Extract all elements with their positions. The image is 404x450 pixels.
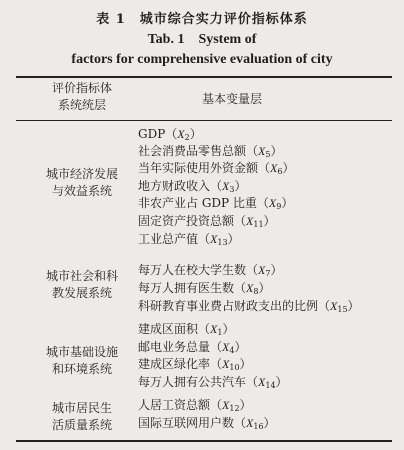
- variable-name: 邮电业务总量（: [138, 340, 223, 354]
- variable-close-paren: ）: [281, 196, 294, 210]
- variable-name: 建成区绿化率（: [138, 357, 223, 371]
- variable-subscript: 16: [253, 422, 264, 431]
- variable-close-paren: ）: [263, 416, 276, 430]
- variable-name: 地方财政收入（: [138, 179, 223, 193]
- variable-symbol: X: [222, 179, 230, 193]
- header-indicator-layer: [26, 80, 138, 114]
- variable-name: 固定资产投资总额（: [138, 214, 247, 228]
- variable-subscript: 1: [217, 328, 223, 337]
- variable-name: 工业总产值（: [138, 232, 211, 246]
- group-label: [26, 268, 138, 302]
- group-label-line: 城市经济发展: [45, 167, 118, 181]
- variable-subscript: 8: [253, 287, 259, 296]
- variable-subscript: 14: [265, 381, 276, 390]
- variable-subscript: 10: [229, 363, 240, 372]
- variable-item: [138, 160, 294, 180]
- variable-close-paren: ）: [282, 161, 295, 175]
- table-caption-en-line1: Tab. 1 System of: [147, 32, 257, 47]
- group-label-line: 城市社会和科: [45, 269, 118, 283]
- group-label-line: 城市基础设施: [45, 345, 118, 359]
- variable-item: [138, 356, 252, 376]
- table-caption-en-line2: factors for comprehensive evaluation of city: [71, 52, 333, 67]
- header-left-line1: 评价指标体: [51, 81, 112, 95]
- variable-close-paren: ）: [239, 398, 252, 412]
- variable-symbol: X: [210, 232, 218, 246]
- variable-symbol: X: [210, 322, 218, 336]
- variable-name: 社会消费品零售总额（: [138, 144, 259, 158]
- table-header-rule: [16, 120, 392, 121]
- variable-close-paren: ）: [222, 322, 235, 336]
- variable-close-paren: ）: [347, 299, 360, 313]
- variable-name: 非农产业占 GDP 比重（: [138, 196, 269, 210]
- variable-symbol: X: [270, 161, 278, 175]
- table-number: 表 1: [96, 12, 126, 27]
- table-bottom-rule: [16, 440, 392, 442]
- variable-symbol: X: [258, 263, 266, 277]
- variable-close-paren: ）: [227, 232, 240, 246]
- variable-symbol: X: [258, 144, 266, 158]
- variable-item: [138, 374, 288, 394]
- group-label: [26, 344, 138, 378]
- group-label-line: 活质量系统: [51, 418, 112, 432]
- variable-subscript: 6: [277, 167, 283, 176]
- variable-item: [138, 213, 276, 233]
- variable-name: 科研教育事业费占财政支出的比例（: [138, 299, 331, 313]
- variable-item: [138, 195, 293, 215]
- variable-symbol: X: [222, 340, 230, 354]
- variable-name: 建成区面积（: [138, 322, 211, 336]
- variable-symbol: X: [258, 375, 266, 389]
- group-label-line: 与效益系统: [51, 184, 112, 198]
- variable-name: 每万人在校大学生数（: [138, 263, 259, 277]
- header-variable-layer: 基本变量层: [202, 92, 263, 106]
- group-label-line: 教发展系统: [51, 286, 112, 300]
- variable-symbol: X: [246, 416, 254, 430]
- variable-subscript: 12: [229, 404, 240, 413]
- variable-close-paren: ）: [258, 281, 271, 295]
- variable-close-paren: ）: [234, 340, 247, 354]
- table-top-rule: [16, 76, 392, 78]
- variable-item: [138, 298, 360, 318]
- variable-symbol: X: [246, 281, 254, 295]
- variable-symbol: X: [246, 214, 254, 228]
- group-label: [26, 166, 138, 200]
- variable-close-paren: ）: [270, 263, 283, 277]
- variable-name: 国际互联网用户数（: [138, 416, 247, 430]
- variable-item: [138, 262, 282, 282]
- variable-subscript: 3: [229, 185, 235, 194]
- variable-name: 每万人拥有公共汽车（: [138, 375, 259, 389]
- variable-subscript: 9: [276, 202, 282, 211]
- variable-subscript: 4: [229, 346, 235, 355]
- variable-name: GDP（: [138, 127, 178, 141]
- variable-symbol: X: [268, 196, 277, 210]
- variable-symbol: X: [177, 127, 185, 141]
- group-label-line: 城市居民生: [51, 401, 112, 415]
- variable-close-paren: ）: [270, 144, 283, 158]
- group-label-line: 和环境系统: [51, 362, 112, 376]
- variable-symbol: X: [222, 398, 230, 412]
- variable-close-paren: ）: [234, 179, 247, 193]
- table-title-zh: 城市综合实力评价指标体系: [139, 12, 308, 27]
- variable-name: 当年实际使用外资金额（: [138, 161, 271, 175]
- group-label: [26, 400, 138, 434]
- table-caption-zh: [0, 8, 404, 27]
- variable-item: [138, 397, 252, 417]
- variable-close-paren: ）: [189, 127, 202, 141]
- variable-subscript: 15: [337, 305, 348, 314]
- variable-subscript: 5: [265, 150, 271, 159]
- variable-name: 人居工资总额（: [138, 398, 223, 412]
- variable-item: [138, 321, 234, 341]
- variable-subscript: 2: [184, 133, 190, 142]
- variable-symbol: X: [222, 357, 230, 371]
- variable-close-paren: ）: [275, 375, 288, 389]
- variable-item: [138, 415, 276, 435]
- variable-subscript: 11: [253, 220, 264, 229]
- variable-item: [138, 231, 240, 251]
- variable-symbol: X: [330, 299, 338, 313]
- variable-close-paren: ）: [239, 357, 252, 371]
- variable-name: 每万人拥有医生数（: [138, 281, 247, 295]
- variable-subscript: 13: [217, 238, 228, 247]
- variable-item: [138, 280, 270, 300]
- variable-subscript: 7: [265, 269, 271, 278]
- variable-close-paren: ）: [263, 214, 276, 228]
- header-left-line2: 系统统层: [57, 98, 106, 112]
